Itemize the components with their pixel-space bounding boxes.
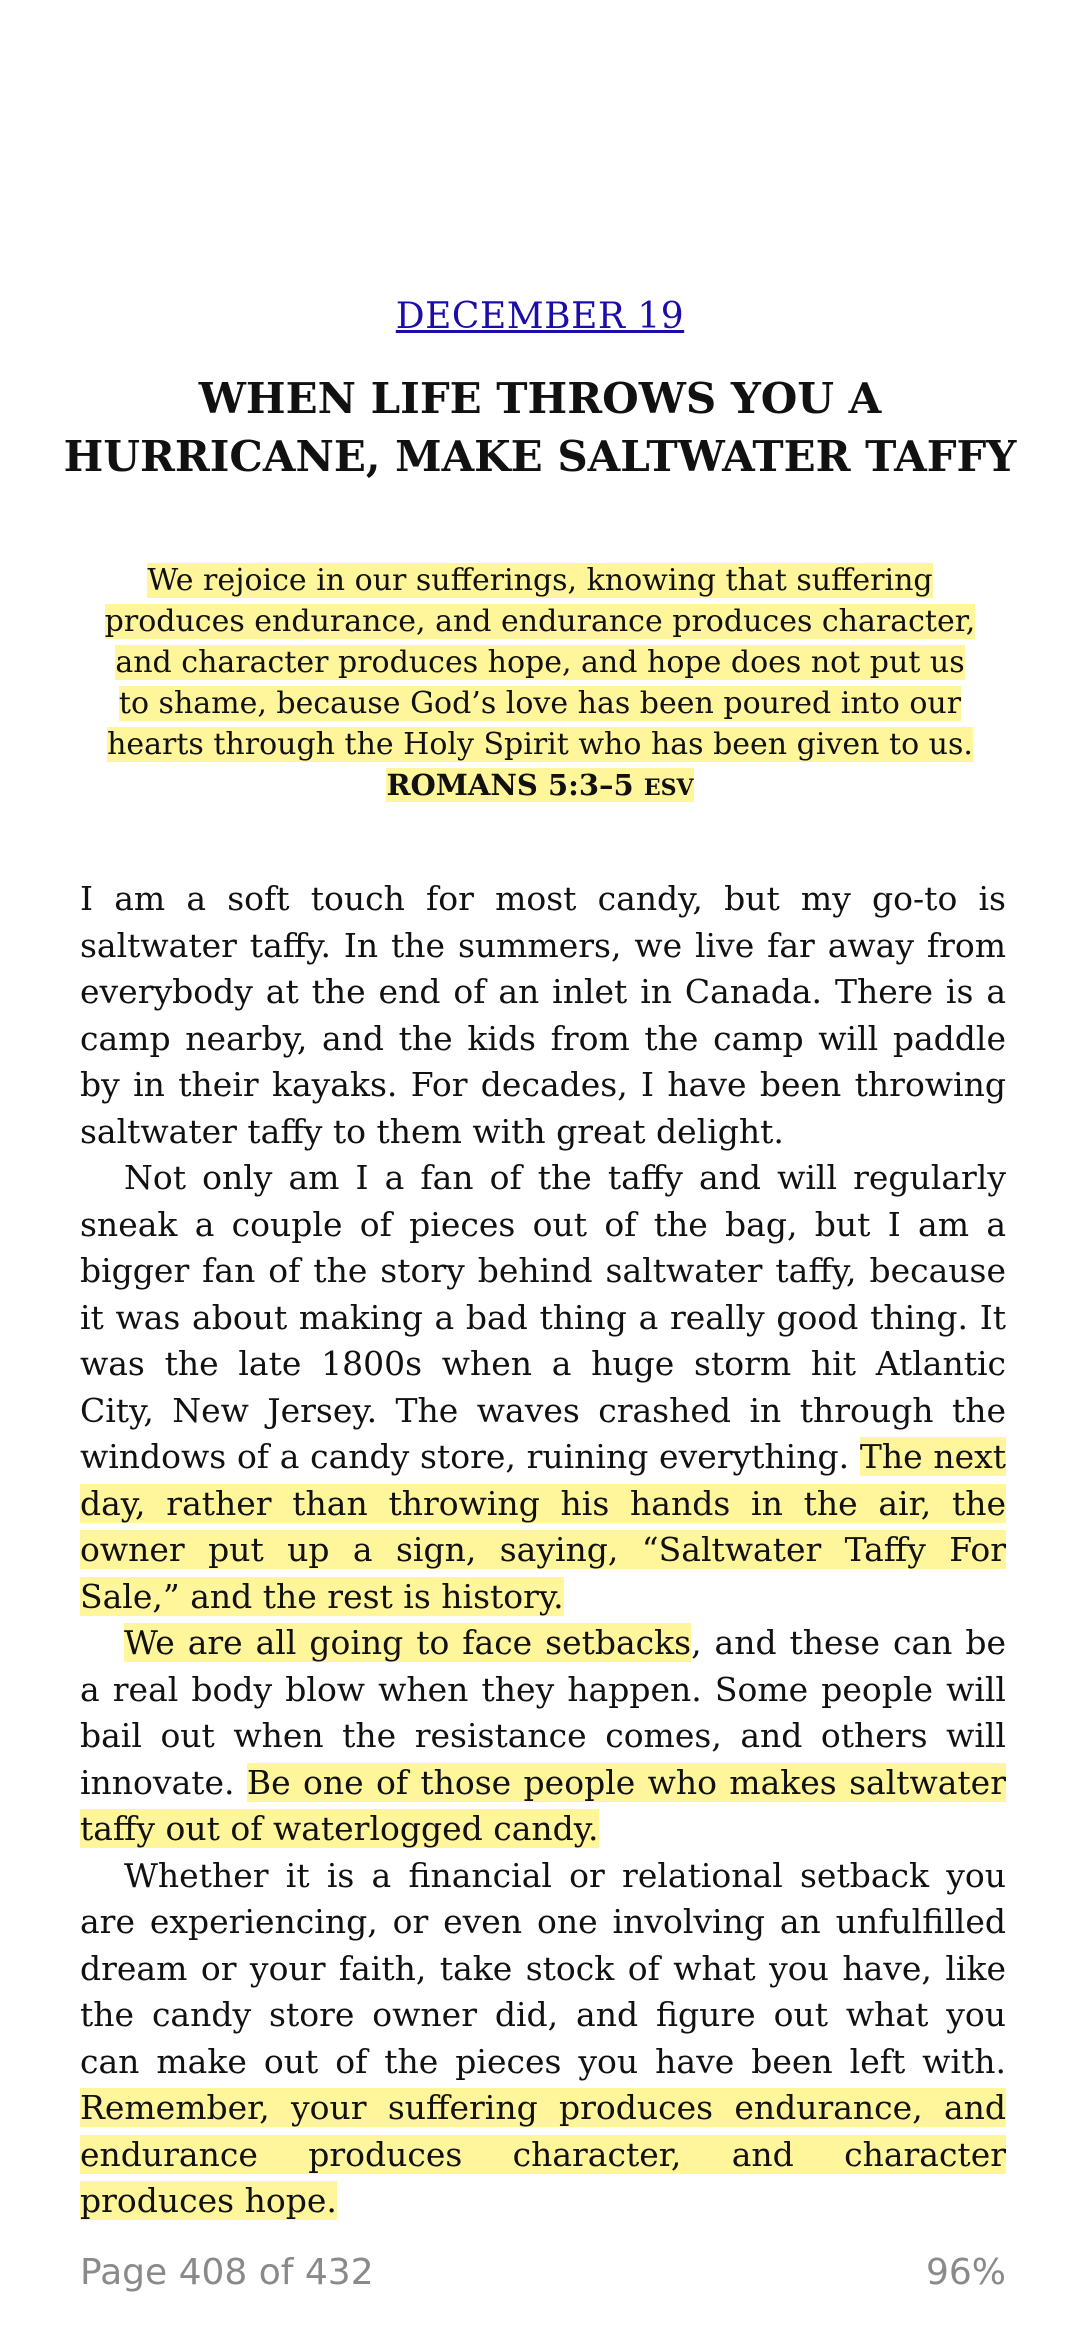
paragraph-4-text: Whether it is a financial or relational setback you are experiencing, or even one involving an unfulfilled dream or your faith, take stock of what you have, like the candy store owner did, and figure out what you can make out of the pieces you have been left with. [80, 1855, 1006, 2081]
paragraph-1-text: I am a soft touch for most candy, but my go-to is saltwater taffy. In the summers, we live far away from everybody at the end of an inlet in Canada. There is a camp nearby, and the kids from the camp will paddle by in their kayaks. For decades, I have been throwing saltwater taffy to them with great delight. [80, 879, 1006, 1151]
reader-footer [80, 2252, 1006, 2293]
devotional-body [80, 876, 1006, 2225]
highlight-endurance[interactable]: Remember, your suffering produces endurance, and endurance produces character, and character produces hope. [80, 2088, 1006, 2220]
verse-text[interactable]: We rejoice in our sufferings, knowing that suffering produces endurance, and endurance produces character, and character produces hope, and hope does not put us to shame, because God’s love has been poured into our hearts through the Holy Spirit who has been given to us. [104, 563, 976, 762]
reading-progress[interactable]: 96% [925, 2252, 1006, 2293]
paragraph-3-text: , and these can be a real body blow when they happen. Some people will bail out when the resistance comes, and others will innovate. [80, 1623, 1006, 1802]
paragraph-2 [80, 1155, 1006, 1620]
verse-reference[interactable] [386, 768, 693, 802]
verse-reference-text: ROMANS 5:3–5 [386, 768, 634, 802]
highlight-waterlogged-candy[interactable]: Be one of those people who makes saltwater taffy out of waterlogged candy. [80, 1762, 1006, 1848]
title-line-1: WHEN LIFE THROWS YOU A [198, 374, 882, 423]
page-title [60, 370, 1020, 486]
title-line-2: HURRICANE, MAKE SALTWATER TAFFY [63, 432, 1017, 481]
paragraph-2-text: Not only am I a fan of the taffy and will regularly sneak a couple of pieces out of the bag, but I am a bigger fan of the story behind saltwater taffy, because it was about making a bad thing a really good thing. It was the late 1800s when a huge storm hit Atlantic City, New Jersey. The waves crashed in through the windows of a candy store, ruining everything. [80, 1158, 1006, 1476]
verse-version: ESV [643, 775, 694, 801]
scripture-verse [100, 560, 980, 809]
paragraph-4 [80, 1853, 1006, 2225]
highlight-setbacks[interactable]: We are all going to face setbacks [124, 1623, 692, 1662]
highlight-saltwater-sign[interactable]: The next day, rather than throwing his hands in the air, the owner put up a sign, saying, “Saltwater Taffy For Sale,” and the rest is history. [80, 1437, 1006, 1616]
date-link[interactable]: DECEMBER 19 [395, 296, 685, 337]
paragraph-3 [80, 1620, 1006, 1853]
paragraph-1 [80, 876, 1006, 1155]
page-number[interactable]: Page 408 of 432 [80, 2252, 374, 2293]
